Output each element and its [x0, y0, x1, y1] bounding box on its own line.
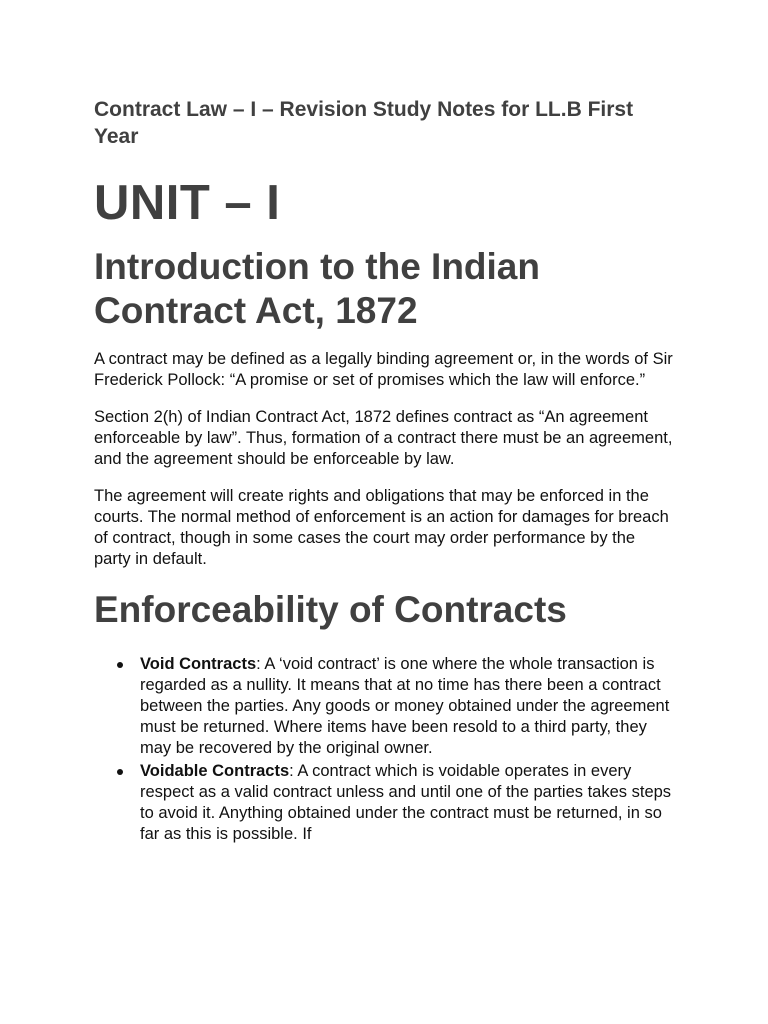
term-voidable-contracts: Voidable Contracts — [140, 762, 290, 780]
unit-heading: UNIT – I — [94, 176, 281, 230]
term-void-contracts: Void Contracts — [140, 655, 257, 673]
list-item-voidable-contracts — [140, 761, 674, 845]
description-void-contracts: : A ‘void contract’ is one where the whole transaction is regarded as a nullity. It means that at no time has there been a contract between the parties. Any goods or money obtained under the agreement must be returned. Where items have been resold to a third party, they may be recovered by the original owner. — [140, 655, 670, 757]
intro-heading: Introduction to the Indian Contract Act, 1872 — [94, 246, 540, 331]
document-title: Contract Law – I – Revision Study Notes for LL.B First Year — [94, 98, 634, 148]
bullet-icon — [117, 769, 123, 775]
paragraph-section-2h: Section 2(h) of Indian Contract Act, 1872 defines contract as “An agreement enforceable by law”. Thus, formation of a contract there must be an agreement, and the agreement should be enforceable by law. — [94, 408, 673, 468]
list-item-void-contracts — [140, 654, 674, 759]
paragraph-definition: A contract may be defined as a legally binding agreement or, in the words of Sir Frederick Pollock: “A promise or set of promises which the law will enforce.” — [94, 350, 673, 389]
document-page — [94, 96, 674, 847]
bullet-icon — [117, 662, 123, 668]
paragraph-enforcement: The agreement will create rights and obligations that may be enforced in the courts. The normal method of enforcement is an action for damages for breach of contract, though in some cases the court may order performance by the party in default. — [94, 487, 669, 568]
enforceability-heading: Enforceability of Contracts — [94, 589, 567, 630]
enforceability-list — [94, 654, 674, 845]
description-voidable-contracts: : A contract which is voidable operates in every respect as a valid contract unless and until one of the parties takes steps to avoid it. Anything obtained under the contract must be returned, in so far as this is possible. If — [140, 762, 672, 843]
